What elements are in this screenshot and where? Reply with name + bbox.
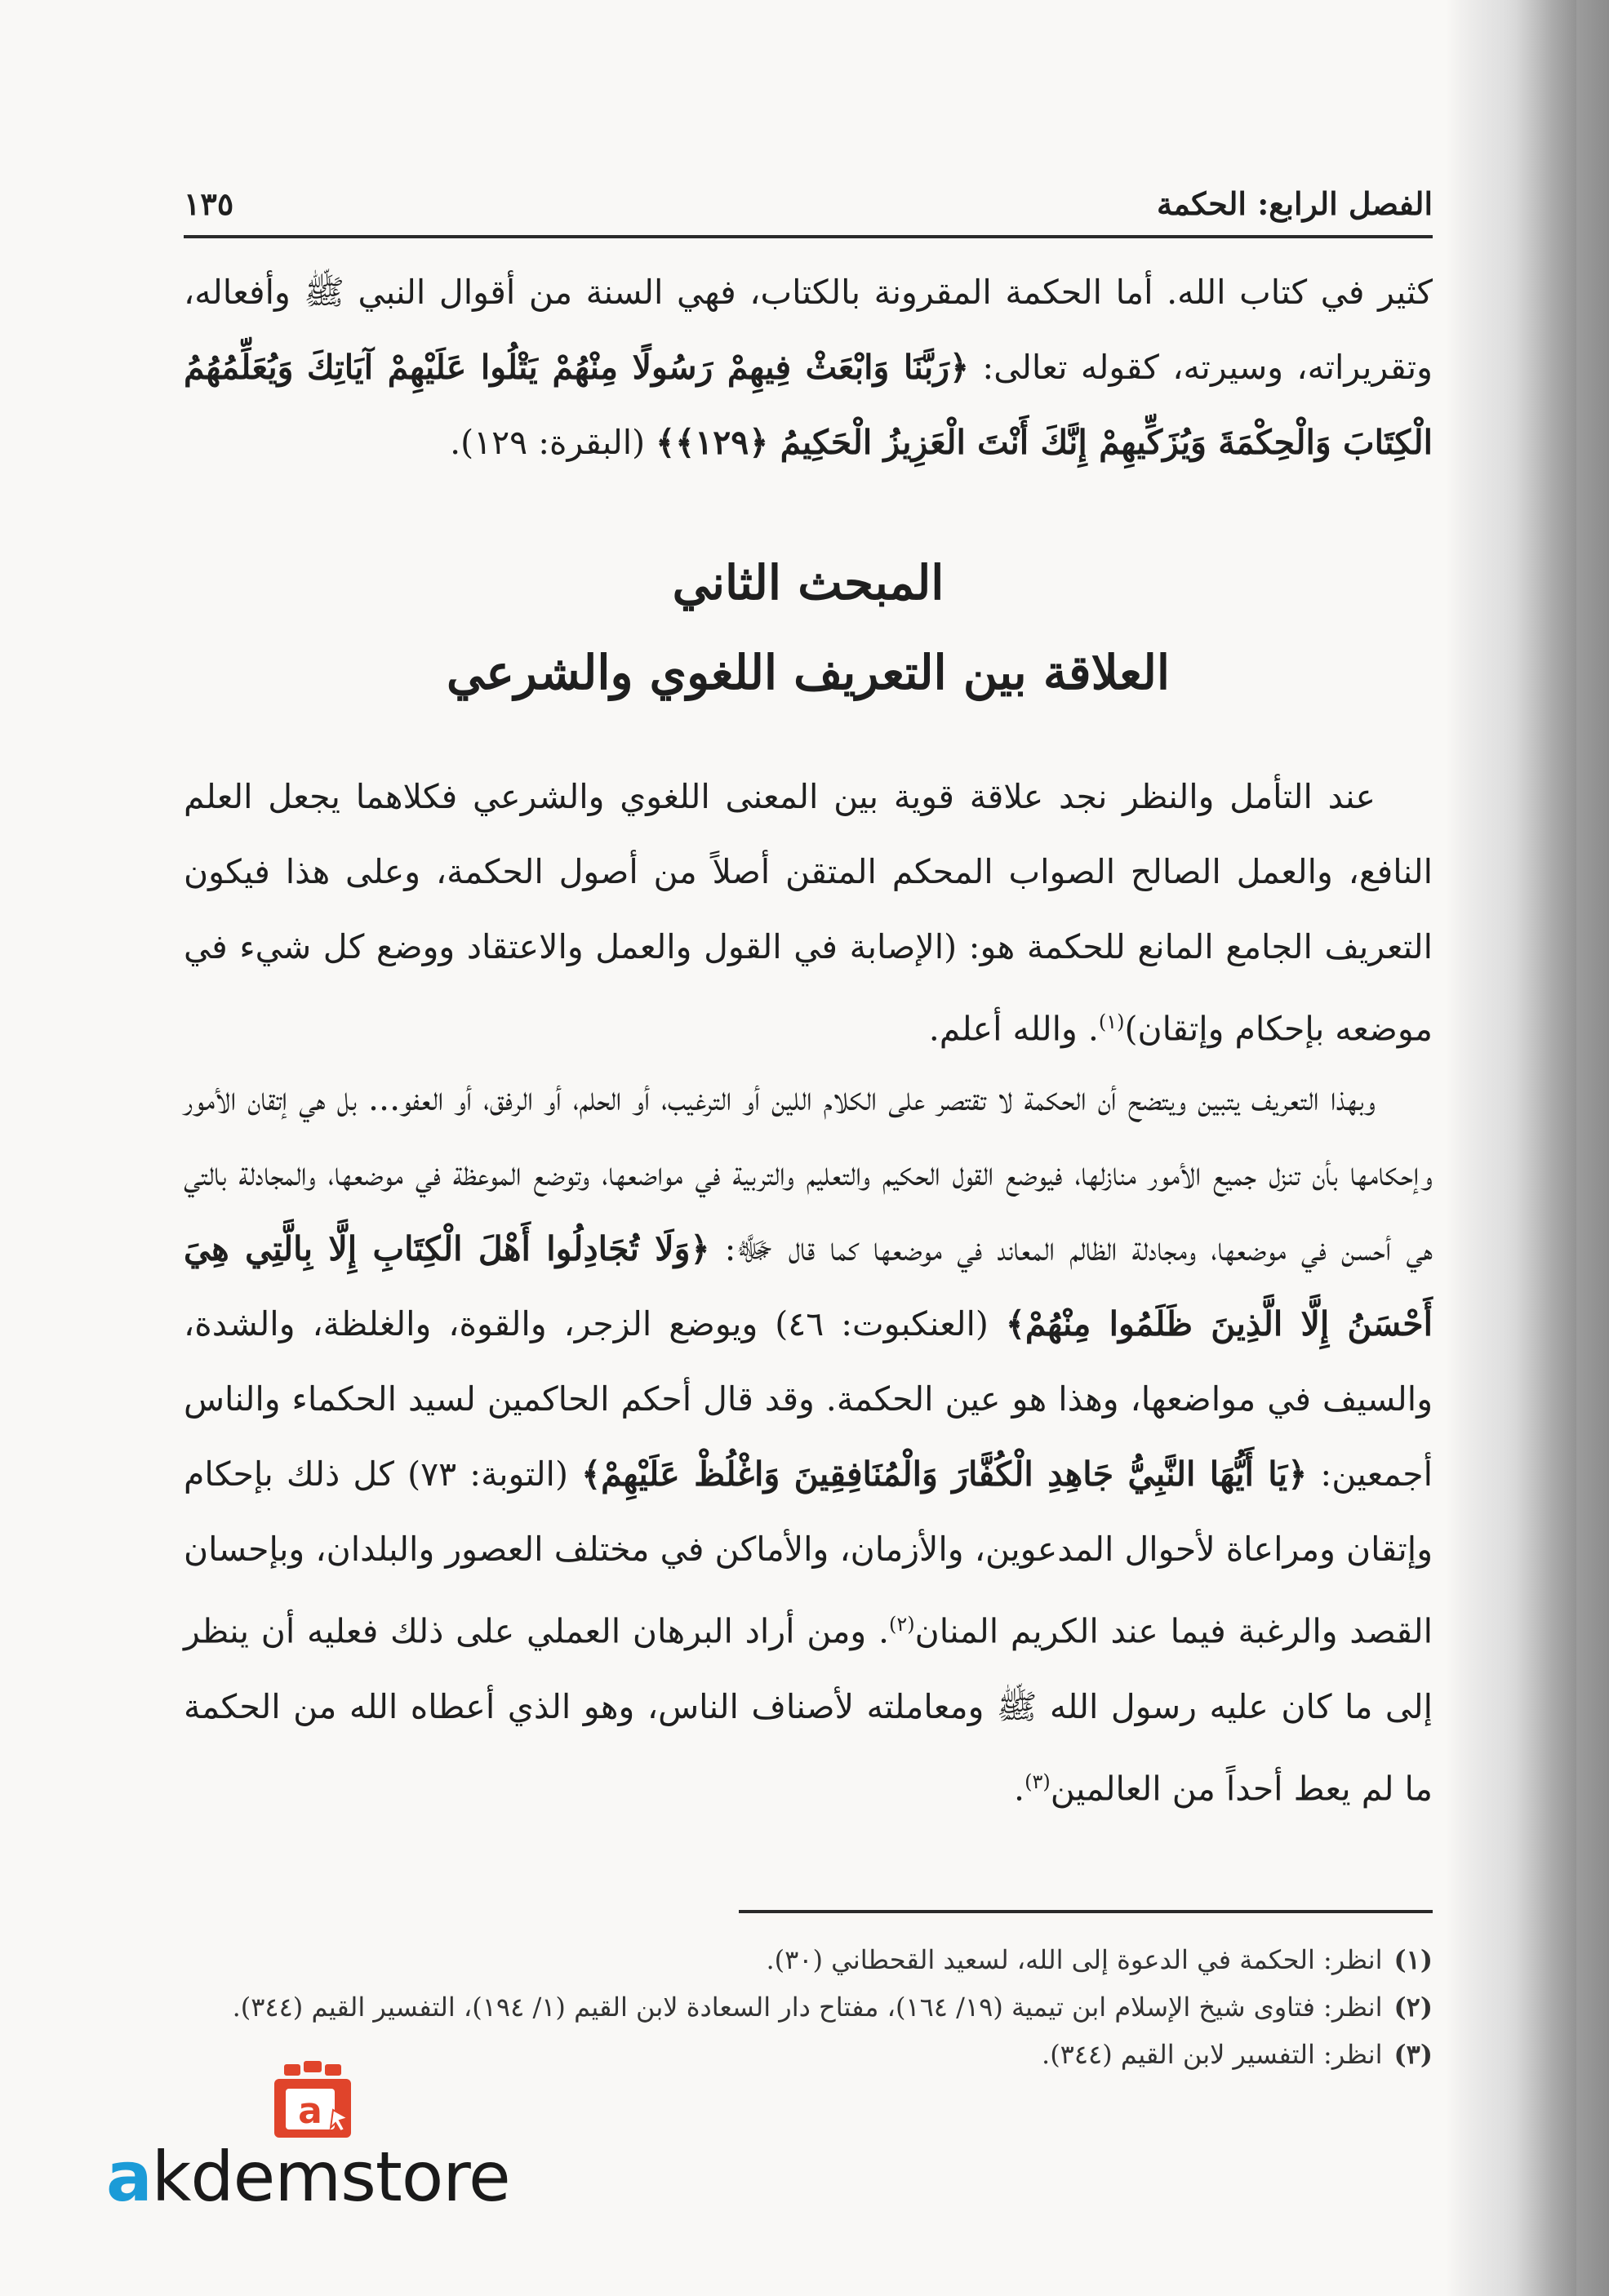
- para1-line2-start: وأفعاله، وتقريراته، وسيرته، كقوله تعالى:: [184, 273, 1433, 387]
- footnote-marker-3: (٣): [1025, 1770, 1051, 1793]
- page-edge: [1454, 0, 1576, 2296]
- footnote-number: (٢): [1393, 1992, 1433, 2023]
- paragraph-definition: [184, 759, 1433, 1067]
- footnote-item: [184, 1983, 1433, 2031]
- para2-ending: . والله أعلم.: [928, 1009, 1099, 1049]
- section-subtitle: العلاقة بين التعريف اللغوي والشرعي: [446, 645, 1171, 700]
- paragraph-explanation: [184, 1061, 1433, 1826]
- watermark-logo: [106, 2061, 531, 2224]
- para3-part2: (العنكبوت: ٤٦) ويوضع الزجر، والقوة، والغلظة، والشدة، والسيف في مواضعها، وهذا هو عين الحكمة. وقد قال أحكم الحاكمين لسيد الحكماء والناس أجمعين:: [184, 1304, 1433, 1494]
- verse-reference: (البقرة: ١٢٩).: [450, 423, 656, 462]
- para3-part5: .: [1014, 1769, 1025, 1809]
- chapter-title: الفصل الرابع: الحكمة: [1156, 185, 1433, 222]
- open-book-logo-icon: [269, 2061, 356, 2143]
- para3-part4: . ومن أراد البرهان العملي على ذلك فعليه أن ينظر إلى ما كان عليه رسول الله ﷺ ومعاملته لأصناف الناس، وهو الذي أعطاه الله من الحكمة ما لم يعط أحداً من العالمين: [184, 1611, 1433, 1809]
- brand-rest: kdemstore: [151, 2137, 510, 2217]
- quran-verse-tawbah: ﴿يَا أَيُّهَا النَّبِيُّ جَاهِدِ الْكُفَّارَ وَالْمُنَافِقِينَ وَاغْلُظْ عَلَيْهِمْ﴾: [581, 1454, 1308, 1494]
- footnote-text: انظر: فتاوى شيخ الإسلام ابن تيمية (١٩/ ١٦٤)، مفتاح دار السعادة لابن القيم (١/ ١٩٤)، التفسير القيم (٣٤٤).: [232, 1992, 1383, 2023]
- para1-line1: كثير في كتاب الله. أما الحكمة المقرونة بالكتاب، فهي السنة من أقوال النبي ﷺ: [304, 273, 1433, 312]
- quran-verse-baqarah-a: ﴿رَبَّنَا وَابْعَثْ فِيهِمْ رَسُولًا مِنْهُمْ يَتْلُوا عَلَيْهِمْ آيَاتِكَ: [306, 348, 970, 387]
- para3-part3: (التوبة: ٧٣) كل ذلك بإحكام وإتقان ومراعاة لأحوال المدعوين، والأزمان، والأماكن في مختلف العصور والبلدان، وبإحسان القصد والرغبة فيما عند الكريم المنان: [184, 1454, 1433, 1651]
- para2-text: عند التأمل والنظر نجد علاقة قوية بين المعنى اللغوي والشرعي فكلاهما يجعل العلم النافع، والعمل الصالح الصواب المحكم المتقن أصلاً من أصول الحكمة، وعلى هذا فيكون التعريف الجامع المانع للحكمة هو: (الإصابة في القول والعمل والاعتقاد ووضع كل شيء في موضعه بإحكام وإتقان): [184, 777, 1433, 1049]
- footnote-number: (٣): [1393, 2039, 1433, 2070]
- footnotes: [184, 1936, 1433, 2078]
- logo-icon-letter: a: [298, 2090, 322, 2132]
- footnote-text: انظر: التفسير لابن القيم (٣٤٤).: [1042, 2039, 1383, 2070]
- section-title: المبحث الثاني: [672, 555, 945, 611]
- footnote-marker-2: (٢): [888, 1613, 915, 1636]
- quran-verse-baqarah-b: وَيُعَلِّمُهُمُ الْكِتَابَ وَالْحِكْمَةَ وَيُزَكِّيهِمْ إِنَّكَ أَنْتَ الْعَزِيزُ الْحَكِيمُ ﴿١٢٩﴾﴾: [184, 348, 1433, 462]
- para3-part1: وبهذا التعريف يتبين ويتضح أن الحكمة لا تقتصر على الكلام اللين أو الترغيب، أو الحلم، أو الرفق، أو العفو... بل هي إتقان الأمور وإحكامها بأن تنزل جميع الأمور منازلها، فيوضع القول الحكيم والتعليم والتربية في مواضعها، وتوضع الموعظة في موضعها، والمجادلة بالتي هي أحسن في موضعها، ومجادلة الظالم المعاند في موضعها كما قال ﷻ:: [184, 1079, 1433, 1268]
- brand-name: [106, 2136, 531, 2218]
- quran-verse-ankabut: ﴿وَلَا تُجَادِلُوا أَهْلَ الْكِتَابِ إِلَّا بِالَّتِي هِيَ أَحْسَنُ إِلَّا الَّذِينَ ظَلَمُوا مِنْهُمْ﴾: [184, 1229, 1433, 1343]
- page-number: ١٣٥: [184, 185, 234, 222]
- footnote-marker-1: (١): [1098, 1010, 1125, 1033]
- footnote-item: [184, 1936, 1433, 1983]
- brand-accent-letter: a: [106, 2137, 152, 2217]
- footnote-text: انظر: الحكمة في الدعوة إلى الله، لسعيد القحطاني (٣٠).: [766, 1944, 1383, 1975]
- footnote-number: (١): [1393, 1944, 1433, 1975]
- paragraph-continuation: [184, 255, 1433, 480]
- header-rule: [184, 235, 1433, 238]
- running-header: [184, 181, 1433, 222]
- footnote-separator: [739, 1910, 1433, 1913]
